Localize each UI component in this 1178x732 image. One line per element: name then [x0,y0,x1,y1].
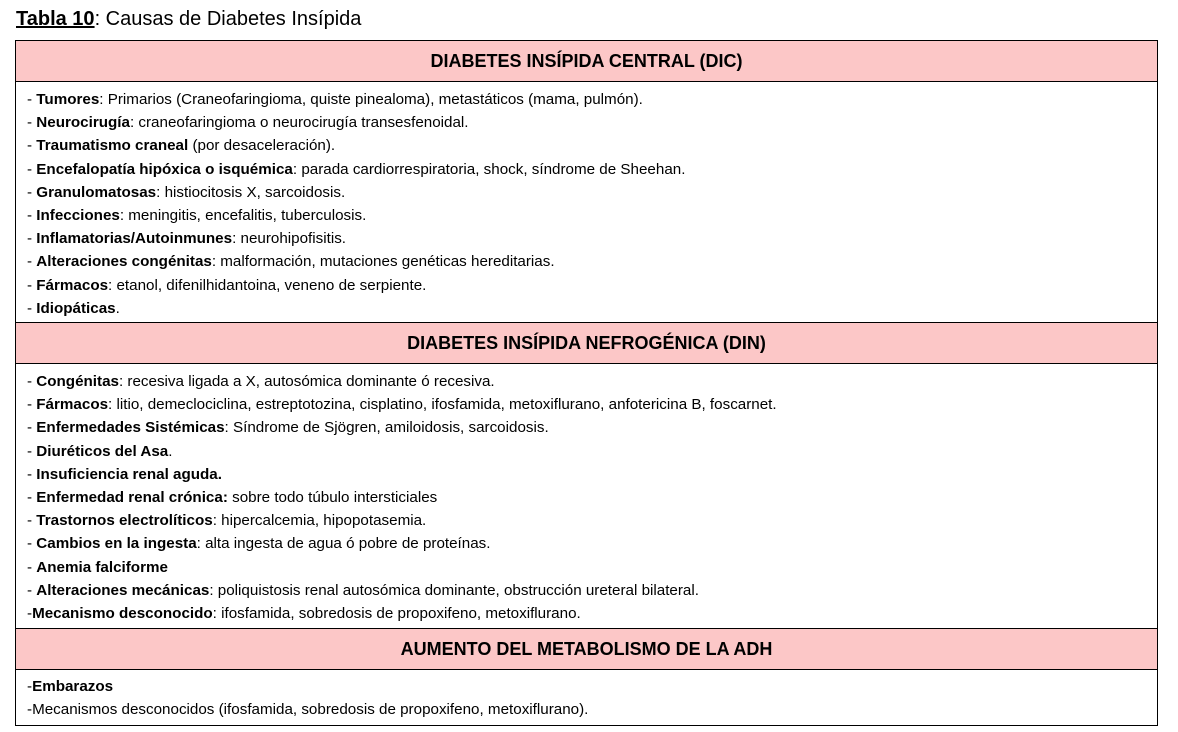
list-item: - Alteraciones congénitas: malformación, mutaciones genéticas hereditarias. [27,253,555,271]
list-item: - Tumores: Primarios (Craneofaringioma, quiste pinealoma), metastáticos (mama, pulmón). [27,91,643,108]
list-item: - Enfermedad renal crónica: sobre todo túbulo intersticiales [27,489,438,507]
section-adh-metabolism [16,628,1157,725]
list-item: - Alteraciones mecánicas: poliquistosis renal autosómica dominante, obstrucción ureteral bilateral. [27,581,699,599]
list-item: - Fármacos: litio, demeclociclina, estreptotozina, cisplatino, ifosfamida, metoxiflurano, anfotericina B, foscarnet. [27,396,777,414]
table-caption [16,6,361,32]
list-item: - Inflamatorias/Autoinmunes: neurohipofisitis. [27,230,347,248]
list-item: - Trastornos electrolíticos: hipercalcemia, hipopotasemia. [27,512,427,530]
list-item: -Mecanismos desconocidos (ifosfamida, sobredosis de propoxifeno, metoxiflurano). [27,701,589,719]
section-nephrogenic [16,322,1157,628]
section-body [16,82,1157,322]
causes-table [15,40,1158,726]
section-header: DIABETES INSÍPIDA CENTRAL (DIC) [16,41,1157,82]
section-header: DIABETES INSÍPIDA NEFROGÉNICA (DIN) [16,323,1157,364]
list-item: - Encefalopatía hipóxica o isquémica: parada cardiorrespiratoria, shock, síndrome de Sheehan. [27,160,686,178]
list-item: - Congénitas: recesiva ligada a X, autosómica dominante ó recesiva. [27,373,495,390]
list-item: -Mecanismo desconocido: ifosfamida, sobredosis de propoxifeno, metoxiflurano. [27,605,581,623]
list-item: - Idiopáticas. [27,299,120,317]
list-item: -Embarazos [27,678,114,695]
list-item: - Enfermedades Sistémicas: Síndrome de Sjögren, amiloidosis, sarcoidosis. [27,419,549,437]
list-item: - Fármacos: etanol, difenilhidantoina, veneno de serpiente. [27,276,427,294]
list-item: - Neurocirugía: craneofaringioma o neurocirugía transesfenoidal. [27,114,469,132]
list-item: - Cambios en la ingesta: alta ingesta de agua ó pobre de proteínas. [27,535,491,553]
list-item: - Granulomatosas: histiocitosis X, sarcoidosis. [27,183,346,201]
list-item: - Anemia falciforme [27,558,168,576]
caption-label: Tabla 10 [16,8,95,30]
list-item: - Traumatismo craneal (por desaceleración). [27,137,336,155]
list-item: - Insuficiencia renal aguda. [27,465,222,483]
section-body [16,364,1157,628]
section-header: AUMENTO DEL METABOLISMO DE LA ADH [16,629,1157,670]
section-body [16,670,1157,725]
list-item: - Diuréticos del Asa. [27,442,173,460]
caption-text: : Causas de Diabetes Insípida [94,8,362,30]
section-central [16,41,1157,322]
list-item: - Infecciones: meningitis, encefalitis, tuberculosis. [27,207,367,225]
